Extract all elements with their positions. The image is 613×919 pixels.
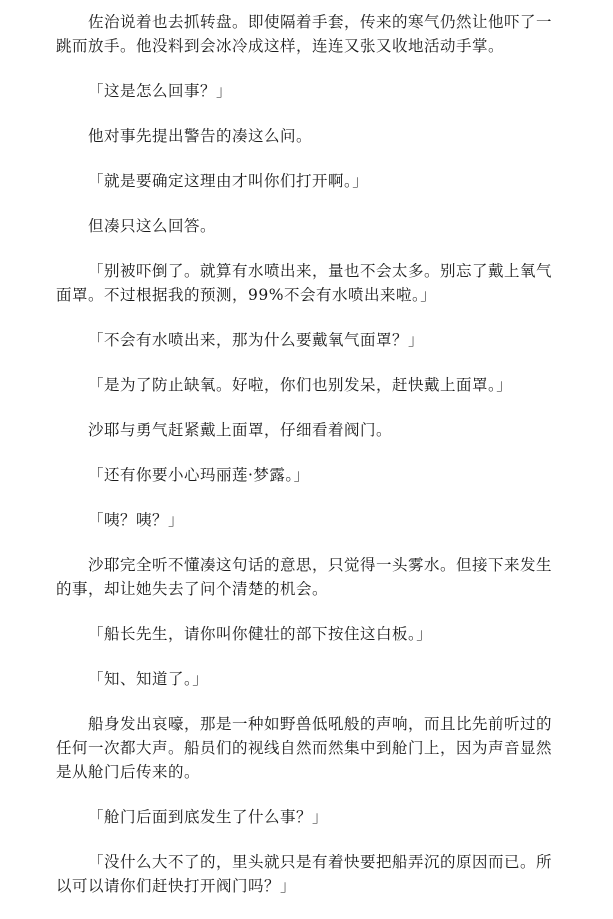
paragraph: 「舱门后面到底发生了什么事？」 bbox=[88, 808, 329, 826]
paragraph: 但凑只这么回答。 bbox=[88, 217, 217, 235]
paragraph: 「咦？咦？」 bbox=[88, 511, 185, 529]
paragraph: 他对事先提出警告的凑这么问。 bbox=[88, 127, 313, 145]
paragraph: 「船长先生，请你叫你健壮的部下按住这白板。」 bbox=[88, 625, 433, 643]
document-page bbox=[56, 10, 556, 919]
paragraph: 「是为了防止缺氧。好啦，你们也别发呆，赶快戴上面罩。」 bbox=[88, 376, 513, 394]
paragraph: 沙耶完全听不懂凑这句话的意思，只觉得一头雾水。但接下来发生的事，却让她失去了问个清楚的机会。 bbox=[56, 556, 553, 598]
paragraph: 「别被吓倒了。就算有水喷出来，量也不会太多。别忘了戴上氧气面罩。不过根据我的预测，99%不会有水喷出来啦。」 bbox=[56, 262, 553, 304]
paragraph: 沙耶与勇气赶紧戴上面罩，仔细看着阀门。 bbox=[88, 421, 393, 439]
paragraph: 船身发出哀嚎，那是一种如野兽低吼般的声响，而且比先前听过的任何一次都大声。船员们的视线自然而然集中到舱门上，因为声音显然是从舱门后传来的。 bbox=[56, 715, 553, 781]
paragraph: 「知、知道了。」 bbox=[88, 670, 209, 688]
paragraph: 「这是怎么回事？」 bbox=[88, 82, 233, 100]
paragraph: 「不会有水喷出来，那为什么要戴氧气面罩？」 bbox=[88, 331, 425, 349]
paragraph: 「还有你要小心玛丽莲·梦露。」 bbox=[88, 466, 310, 484]
paragraph: 佐治说着也去抓转盘。即使隔着手套，传来的寒气仍然让他吓了一跳而放手。他没料到会冰冷成这样，连连又张又收地活动手掌。 bbox=[56, 13, 553, 55]
paragraph: 「没什么大不了的，里头就只是有着快要把船弄沉的原因而已。所以可以请你们赶快打开阀门吗？」 bbox=[56, 853, 553, 895]
paragraph: 「就是要确定这理由才叫你们打开啊。」 bbox=[88, 172, 369, 190]
